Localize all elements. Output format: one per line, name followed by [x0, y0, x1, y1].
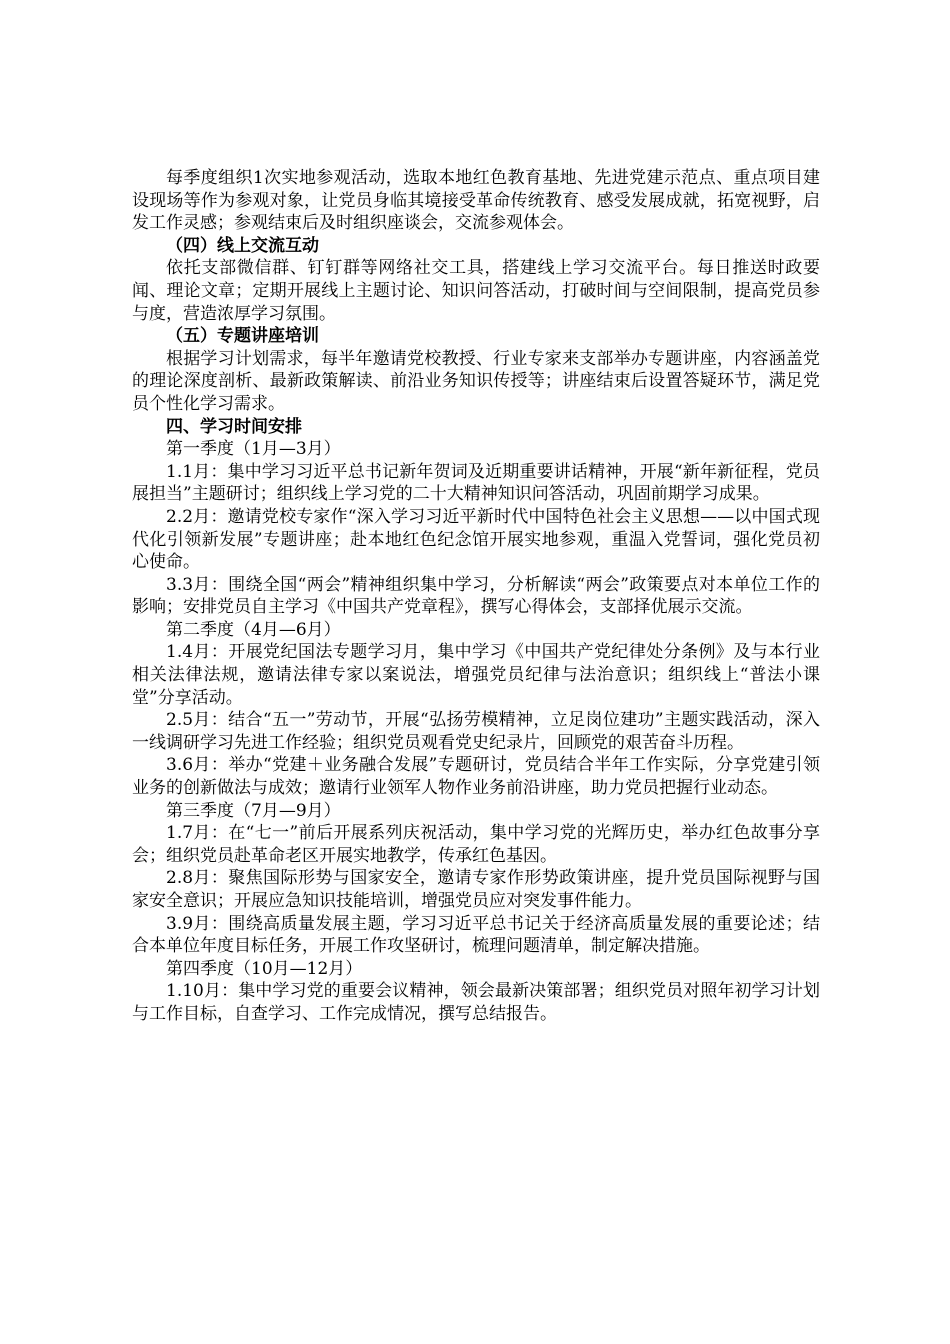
schedule-item-july: 1.7月：在“七一”前后开展系列庆祝活动，集中学习党的光辉历史，举办红色故事分享会；组织党员赴革命老区开展实地教学，传承红色基因。 — [132, 823, 820, 866]
quarter-heading-q3: 第三季度（7月—9月） — [166, 800, 341, 821]
document-body — [132, 167, 820, 1026]
section-heading-lectures: （五）专题讲座培训 — [166, 326, 319, 347]
section-heading-schedule: 四、学习时间安排 — [166, 416, 302, 437]
paragraph-lectures: 根据学习计划需求，每半年邀请党校教授、行业专家来支部举办专题讲座，内容涵盖党的理论深度剖析、最新政策解读、前沿业务知识传授等；讲座结束后设置答疑环节，满足党员个性化学习需求。 — [132, 348, 820, 414]
quarter-heading-q2: 第二季度（4月—6月） — [166, 619, 341, 640]
schedule-item-march: 3.3月：围绕全国“两会”精神组织集中学习，分析解读“两会”政策要点对本单位工作的影响；安排党员自主学习《中国共产党章程》，撰写心得体会，支部择优展示交流。 — [132, 574, 820, 618]
quarter-heading-q4: 第四季度（10月—12月） — [166, 958, 363, 979]
schedule-item-october: 1.10月：集中学习党的重要会议精神，领会最新决策部署；组织党员对照年初学习计划与工作目标，自查学习、工作完成情况，撰写总结报告。 — [132, 981, 820, 1024]
schedule-item-january: 1.1月：集中学习习近平总书记新年贺词及近期重要讲话精神，开展“新年新征程，党员展担当”主题研讨；组织线上学习党的二十大精神知识问答活动，巩固前期学习成果。 — [132, 461, 820, 505]
quarter-heading-q1: 第一季度（1月—3月） — [166, 439, 341, 460]
schedule-item-june: 3.6月：举办“党建＋业务融合发展”专题研讨，党员结合半年工作实际，分享党建引领业务的创新做法与成效；邀请行业领军人物作业务前沿讲座，助力党员把握行业动态。 — [132, 755, 820, 799]
schedule-item-august: 2.8月：聚焦国际形势与国家安全，邀请专家作形势政策讲座，提升党员国际视野与国家安全意识；开展应急知识技能培训，增强党员应对突发事件能力。 — [132, 868, 820, 911]
schedule-item-april: 1.4月：开展党纪国法专题学习月，集中学习《中国共产党纪律处分条例》及与本行业相关法律法规，邀请法律专家以案说法，增强党员纪律与法治意识；组织线上“普法小课堂”分享活动。 — [132, 642, 820, 708]
paragraph-site-visits: 每季度组织1次实地参观活动，选取本地红色教育基地、先进党建示范点、重点项目建设现场等作为参观对象，让党员身临其境接受革命传统教育、感受发展成就，拓宽视野，启发工作灵感；参观结束后及时组织座谈会，交流参观体会。 — [132, 168, 820, 234]
schedule-item-september: 3.9月：围绕高质量发展主题，学习习近平总书记关于经济高质量发展的重要论述；结合本单位年度目标任务，开展工作攻坚研讨，梳理问题清单，制定解决措施。 — [132, 913, 820, 957]
schedule-item-may: 2.5月：结合“五一”劳动节，开展“弘扬劳模精神，立足岗位建功”主题实践活动，深入一线调研学习先进工作经验；组织党员观看党史纪录片，回顾党的艰苦奋斗历程。 — [132, 710, 820, 753]
paragraph-online-exchange: 依托支部微信群、钉钉群等网络社交工具，搭建线上学习交流平台。每日推送时政要闻、理论文章；定期开展线上主题讨论、知识问答活动，打破时间与空间限制，提高党员参与度，营造浓厚学习氛围。 — [132, 258, 820, 324]
section-heading-online-exchange: （四）线上交流互动 — [166, 235, 319, 256]
schedule-item-february: 2.2月：邀请党校专家作“深入学习习近平新时代中国特色社会主义思想——以中国式现代化引领新发展”专题讲座；赴本地红色纪念馆开展实地参观，重温入党誓词，强化党员初心使命。 — [132, 506, 820, 573]
